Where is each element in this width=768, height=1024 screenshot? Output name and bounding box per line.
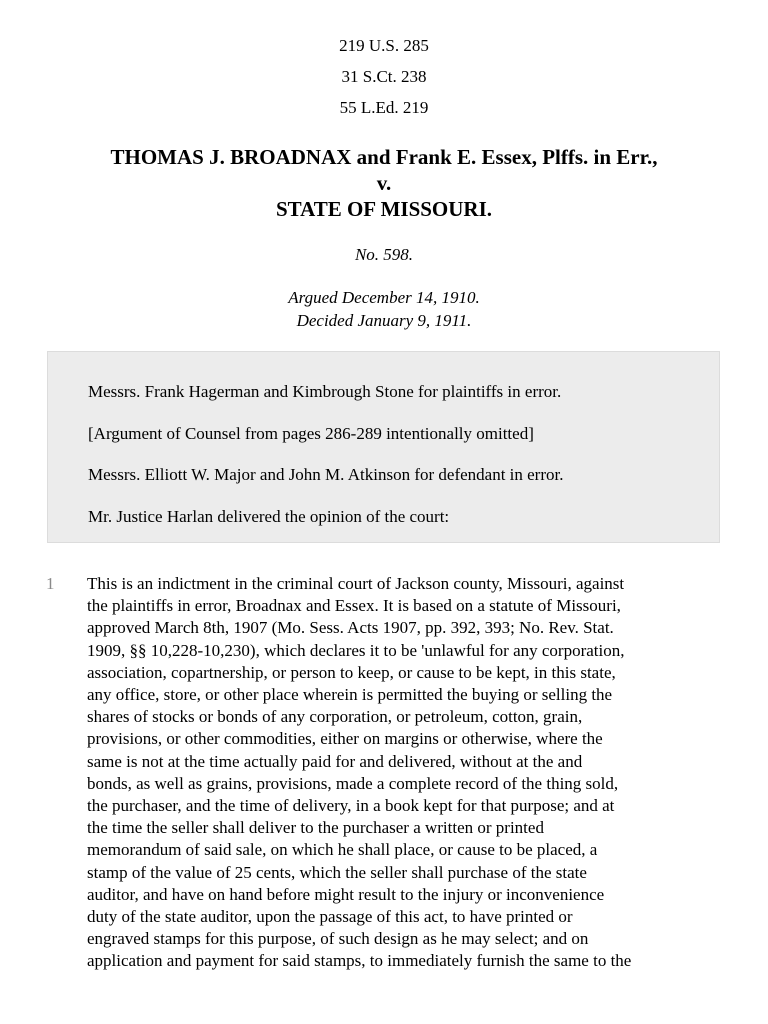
paragraph-number: 1: [46, 574, 55, 593]
citation-sct: 31 S.Ct. 238: [341, 67, 427, 86]
citation-led: 55 L.Ed. 219: [339, 98, 429, 117]
case-title-defendant: STATE OF MISSOURI.: [275, 197, 493, 221]
case-title: [0, 144, 768, 222]
argument-omitted-note: [Argument of Counsel from pages 286-289 intentionally omitted]: [88, 424, 534, 443]
case-title-plaintiffs: THOMAS J. BROADNAX and Frank E. Essex, Plffs. in Err.,: [110, 145, 658, 169]
decided-date: Decided January 9, 1911.: [296, 311, 472, 330]
argued-date: Argued December 14, 1910.: [288, 288, 480, 307]
counsel-defendant: Messrs. Elliott W. Major and John M. Atkinson for defendant in error.: [88, 465, 564, 484]
counsel-box: [47, 351, 720, 543]
paragraph-text: This is an indictment in the criminal court of Jackson county, Missouri, against the plaintiffs in error, Broadnax and Essex. It is based on a statute of Missouri, approved March 8th, 1907 (Mo. Sess. Acts 1907, pp. 392, 393; No. Rev. Stat. 1909, §§ 10,228-10,230), which declares it to be 'unlawful for any corporation, association, copartnership, or person to keep, or cause to be kept, in this state, any office, store, or other place wherein is permitted the buying or selling the shares of stocks or bonds of any corporation, or petroleum, cotton, grain, provisions, or other commodities, either on margins or otherwise, where the same is not at the time actually paid for and delivered, without at the and bonds, as well as grains, provisions, made a complete record of the thing sold, the purchaser, and the time of delivery, in a book kept for that purpose; and at the time the seller shall deliver to the purchaser a written or printed memorandum of said sale, on which he shall place, or cause to be placed, a stamp of the value of 25 cents, which the seller shall purchase of the state auditor, and have on hand before might result to the injury or inconvenience duty of the state auditor, upon the passage of this act, to have printed or engraved stamps for this purpose, of such design as he may select; and on application and payment for said stamps, to immediately furnish the same to the: [87, 574, 632, 971]
case-dates: [0, 286, 768, 332]
docket-number: No. 598.: [354, 245, 414, 264]
citation-us: 219 U.S. 285: [339, 36, 429, 55]
counsel-plaintiffs: Messrs. Frank Hagerman and Kimbrough Stone for plaintiffs in error.: [88, 382, 562, 401]
case-title-versus: v.: [376, 171, 392, 195]
opinion-author: Mr. Justice Harlan delivered the opinion of the court:: [88, 507, 450, 526]
citations: [0, 0, 768, 129]
